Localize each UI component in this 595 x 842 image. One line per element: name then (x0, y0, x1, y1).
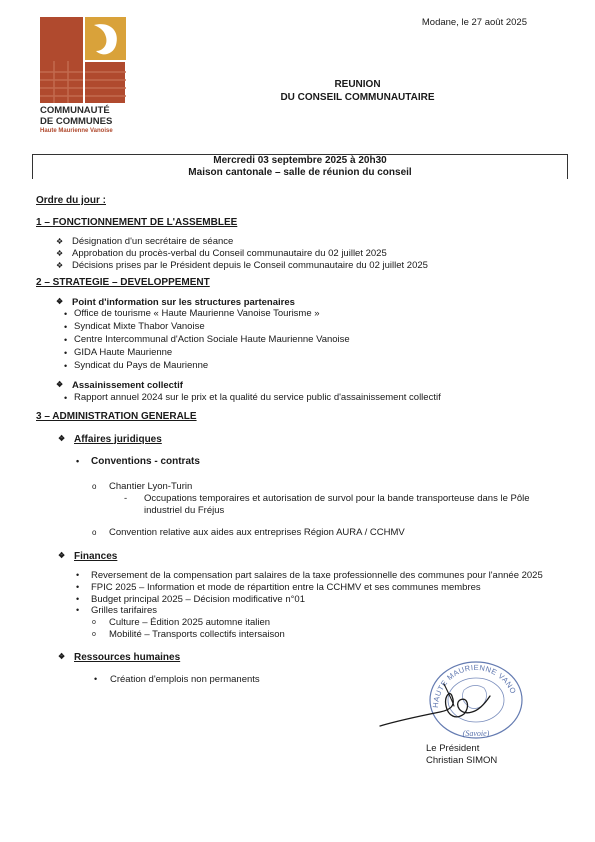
bullet-icon: • (64, 322, 68, 333)
bullet-icon: • (64, 393, 68, 404)
chantier-item: o Chantier Lyon-Turin (92, 480, 193, 492)
signatory-role: Le Président (426, 743, 480, 754)
signature-mark (360, 676, 510, 736)
bullet-icon: • (64, 360, 68, 371)
sanitation-list (36, 392, 576, 405)
bullet-icon: • (76, 593, 80, 604)
partners-list (36, 308, 576, 372)
diamond-bullet-icon: ❖ (56, 380, 64, 390)
agenda-heading: Ordre du jour : (36, 195, 106, 206)
meeting-location: Maison cantonale – salle de réunion du conseil (188, 166, 412, 178)
list-item: • Budget principal 2025 – Décision modificative n°01 (76, 593, 305, 605)
signatory-name: Christian SIMON (426, 755, 498, 766)
list-item: • Centre Intercommunal d'Action Sociale Haute Maurienne Vanoise (64, 333, 350, 345)
bullet-icon: • (94, 674, 98, 685)
list-item: o Culture – Édition 2025 automne italien (92, 617, 271, 629)
diamond-bullet-icon: ❖ (56, 249, 64, 258)
organization-logo (40, 17, 140, 136)
list-item: • Syndicat Mixte Thabor Vanoise (64, 321, 205, 333)
list-item: o Mobilité – Transports collectifs intersaison (92, 629, 285, 641)
bullet-icon: • (76, 570, 80, 581)
chantier-detail: - Occupations temporaires et autorisation de survol pour la bande transporteuse dans le Pôle industriel du Fréjus (124, 492, 530, 516)
hr-heading: ❖ Ressources humaines (58, 651, 181, 663)
bullet-icon: • (76, 456, 80, 467)
list-item: • Rapport annuel 2024 sur le prix et la qualité du service public d'assainissement collectif (64, 392, 441, 404)
conventions-heading: • Conventions - contrats (76, 456, 200, 468)
list-item: • GIDA Haute Maurienne (64, 346, 173, 358)
bullet-icon: • (64, 309, 68, 320)
sanitation-heading: ❖ Assainissement collectif (56, 380, 183, 392)
section-2-title: 2 – STRATEGIE – DEVELOPPEMENT (36, 277, 210, 288)
stamp-bottom-text: (Savoie) (462, 729, 490, 738)
circle-bullet-icon: o (92, 631, 96, 639)
diamond-bullet-icon: ❖ (58, 433, 66, 443)
list-item: • Office de tourisme « Haute Maurienne Vanoise Tourisme » (64, 308, 320, 320)
signatory (426, 743, 497, 767)
title-line1: REUNION (334, 79, 381, 90)
tariffs-list (36, 617, 576, 641)
section-1-list (36, 236, 576, 272)
dash-bullet-icon: - (124, 492, 128, 504)
list-item: • Grilles tarifaires (76, 605, 157, 617)
circle-bullet-icon: o (92, 619, 96, 627)
section-3-title: 3 – ADMINISTRATION GENERALE (36, 411, 197, 423)
convention-aura-item: o Convention relative aux aides aux entreprises Région AURA / CCHMV (92, 526, 405, 538)
list-item: • FPIC 2025 – Information et mode de répartition entre la CCHMV et ses communes membres (76, 581, 481, 593)
hr-item: • Création d'emplois non permanents (94, 674, 260, 686)
bullet-icon: • (64, 347, 68, 358)
diamond-bullet-icon: ❖ (58, 651, 66, 661)
list-item: ❖ Approbation du procès-verbal du Conseil communautaire du 02 juillet 2025 (56, 248, 387, 259)
title-line2: DU CONSEIL COMMUNAUTAIRE (280, 92, 435, 103)
list-item: ❖ Désignation d'un secrétaire de séance (56, 236, 234, 247)
section-1-title: 1 – FONCTIONNEMENT DE L'ASSEMBLEE (36, 216, 238, 228)
document-date: Modane, le 27 août 2025 (421, 17, 527, 28)
logo-subtitle: Haute Maurienne Vanoise (40, 128, 113, 134)
logo-line2: DE COMMUNES (40, 115, 113, 127)
meeting-datetime: Mercredi 03 septembre 2025 à 20h30 (213, 155, 387, 166)
bullet-icon: • (76, 581, 80, 592)
document-title (0, 78, 595, 104)
diamond-bullet-icon: ❖ (58, 550, 66, 560)
partners-heading: ❖ Point d'information sur les structures partenaires (56, 296, 295, 308)
stamp-top-text: HAUTE MAURIENNE VANO (430, 662, 518, 709)
finances-list (36, 570, 576, 617)
list-item: • Syndicat du Pays de Maurienne (64, 359, 209, 371)
circle-bullet-icon: o (92, 481, 97, 491)
diamond-bullet-icon: ❖ (56, 296, 64, 306)
finances-heading: ❖ Finances (58, 550, 118, 562)
bullet-icon: • (64, 334, 68, 345)
circle-bullet-icon: o (92, 527, 97, 537)
legal-affairs-heading: ❖ Affaires juridiques (58, 433, 162, 445)
diamond-bullet-icon: ❖ (56, 237, 64, 246)
diamond-bullet-icon: ❖ (56, 261, 64, 270)
logo-line1: COMMUNAUTÉ (40, 105, 110, 116)
list-item: • Reversement de la compensation part salaires de la taxe professionnelle des communes pour l'année 2025 (76, 570, 543, 582)
meeting-info-box (32, 154, 568, 179)
bullet-icon: • (76, 605, 80, 616)
agenda-content (36, 195, 576, 686)
list-item: ❖ Décisions prises par le Président depuis le Conseil communautaire du 02 juillet 2025 (56, 260, 428, 271)
